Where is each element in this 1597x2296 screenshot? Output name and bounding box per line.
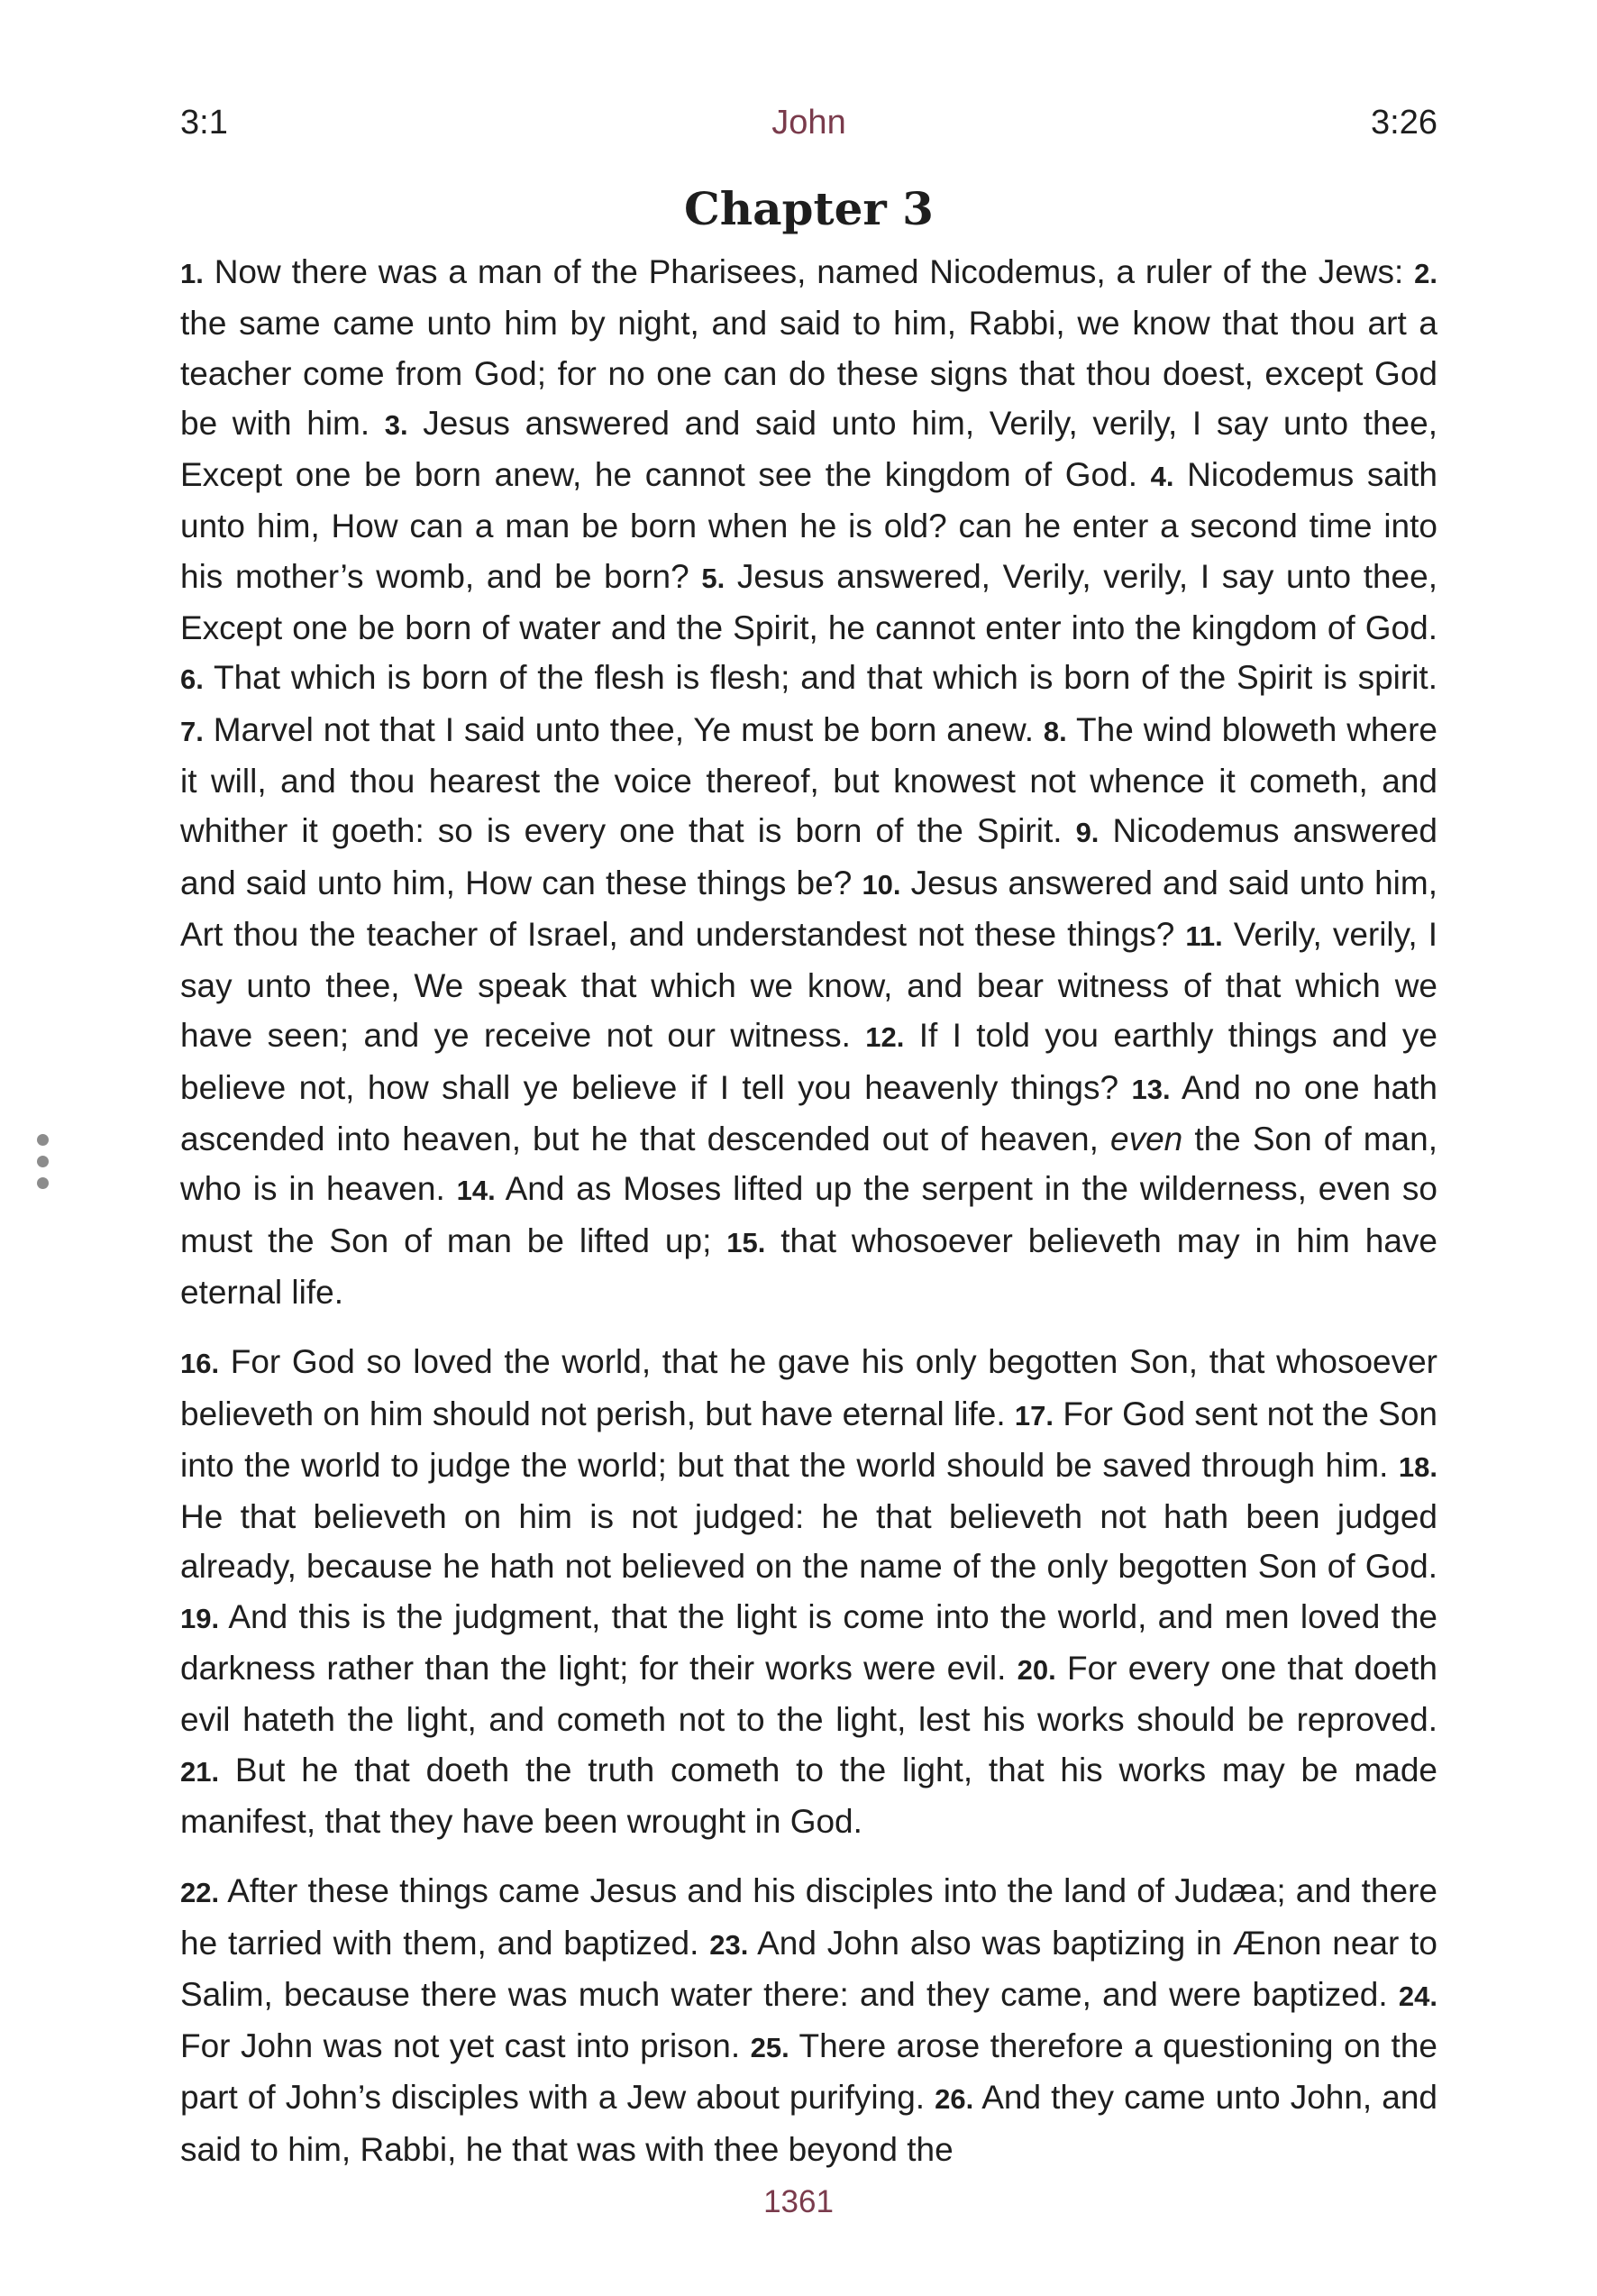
- verse-text: For every one that doeth evil hateth the light, and cometh not to the light, lest his works should be reproved.: [180, 1650, 1437, 1739]
- verse-text: For John was not yet cast into prison.: [180, 2027, 751, 2065]
- verse-text: Jesus answered and said unto him, Art thou the teacher of Israel, and understandest not these things?: [180, 864, 1437, 953]
- verse-number: 20.: [1017, 1654, 1056, 1687]
- verse-text: But he that doeth the truth cometh to the light, that his works may be made manifest, that they have been wrought in God.: [180, 1751, 1437, 1840]
- verse-number: 15.: [726, 1226, 766, 1258]
- verse-number: 14.: [456, 1175, 496, 1207]
- verse-number: 4.: [1150, 461, 1174, 493]
- verse-number: 2.: [1414, 258, 1437, 289]
- header-end-reference: 3:26: [1371, 104, 1437, 142]
- verse-text: He that believeth on him is not judged: he that believeth not hath been judged already, because he hath not believed on the name of the only begotten Son of God.: [180, 1498, 1437, 1586]
- handle-dot: [37, 1156, 49, 1167]
- verse-number: 9.: [1075, 817, 1100, 849]
- verse-text: That which is born of the flesh is flesh; and that which is born of the Spirit is spirit.: [203, 659, 1437, 697]
- verse-text: And John also was baptizing in Ænon near to Salim, because there was much water there: and they came, and were baptized.: [180, 1924, 1437, 2013]
- handle-dot: [37, 1177, 49, 1189]
- verse-number: 19.: [180, 1602, 220, 1634]
- paragraph: [180, 1866, 1437, 2174]
- verse-number: 25.: [750, 2032, 789, 2064]
- verse-text: Now there was a man of the Pharisees, named Nicodemus, a ruler of the Jews:: [203, 253, 1415, 290]
- verse-text: Verily, verily, I say unto thee, We speak that which we know, and bear witness of that which we have seen; and ye receive not our witness.: [180, 915, 1437, 1055]
- paragraph: [180, 247, 1437, 1317]
- verse-text: Marvel not that I said unto thee, Ye must be born anew.: [203, 710, 1044, 748]
- verse-text: And this is the judgment, that the light is come into the world, and men loved the darkness rather than the light; for their works were evil.: [180, 1597, 1437, 1688]
- verse-text: Nicodemus answered and said unto him, How can these things be?: [180, 812, 1438, 901]
- verse-number: 23.: [709, 1928, 749, 1961]
- verse-text: There arose therefore a questioning on the part of John’s disciples with a Jew about purifying.: [180, 2027, 1437, 2117]
- verse-number: 21.: [180, 1755, 220, 1788]
- verse-text: The wind bloweth where it will, and thou hearest the voice thereof, but knowest not whence it cometh, and whither it goeth: so is every one that is born of the Spirit.: [180, 710, 1437, 850]
- verse-text: For God so loved the world, that he gave his only begotten Son, that whosoever believeth on him should not perish, but have eternal life.: [180, 1343, 1437, 1432]
- handle-dot: [37, 1134, 49, 1146]
- verse-text: For God sent not the Son into the world to judge the world; but that the world should be saved through him.: [180, 1395, 1437, 1484]
- verse-text: And no one hath ascended into heaven, but he that descended out of heaven,: [180, 1068, 1437, 1158]
- verse-number: 26.: [935, 2083, 974, 2116]
- verse-number: 5.: [701, 562, 725, 594]
- verse-text: Nicodemus saith unto him, How can a man be born when he is old? can he enter a second time into his mother’s womb, and be born?: [180, 456, 1437, 595]
- verse-number: 10.: [862, 868, 901, 901]
- page-header: [180, 97, 1437, 148]
- header-start-reference: 3:1: [180, 104, 228, 142]
- vertical-ellipsis-icon[interactable]: [37, 1134, 50, 1190]
- chapter-title: Chapter 3: [684, 182, 934, 235]
- verse-text: the Son of man, who is in heaven.: [180, 1121, 1437, 1208]
- verse-text: that whosoever believeth may in him have eternal life.: [180, 1221, 1438, 1311]
- verse-number: 12.: [865, 1021, 905, 1054]
- verse-text: Jesus answered, Verily, verily, I say unto thee, Except one be born of water and the Spirit, he cannot enter into the kingdom of God.: [180, 557, 1437, 647]
- verse-emphasis: even: [1110, 1121, 1183, 1158]
- verse-number: 16.: [180, 1348, 220, 1380]
- verse-number: 17.: [1014, 1399, 1054, 1432]
- verse-text: If I told you earthly things and ye believe not, how shall ye believe if I tell you heavenly things?: [180, 1017, 1437, 1106]
- verse-number: 22.: [180, 1877, 220, 1909]
- verse-number: 3.: [384, 408, 408, 441]
- paragraph: [180, 1337, 1437, 1846]
- verse-number: 7.: [180, 715, 204, 747]
- verse-text: And they came unto John, and said to him, Rabbi, he that was with thee beyond the: [180, 2079, 1437, 2168]
- header-book-title: John: [771, 104, 846, 142]
- verse-number: 11.: [1185, 919, 1223, 952]
- verse-number: 6.: [180, 663, 204, 696]
- verse-number: 8.: [1043, 715, 1067, 747]
- verse-text: Jesus answered and said unto him, Verily, verily, I say unto thee, Except one be born anew, he cannot see the kingdom of God.: [180, 404, 1437, 494]
- verse-text: After these things came Jesus and his disciples into the land of Judæa; and there he tarried with them, and baptized.: [180, 1872, 1437, 1962]
- verse-text: And as Moses lifted up the serpent in the wilderness, even so must the Son of man be lifted up;: [180, 1170, 1438, 1259]
- chapter-text: [180, 247, 1437, 2194]
- verse-text: the same came unto him by night, and said to him, Rabbi, we know that thou art a teacher come from God; for no one can do these signs that thou doest, except God be with him.: [180, 305, 1437, 442]
- verse-number: 1.: [180, 258, 204, 289]
- verse-number: 13.: [1131, 1073, 1171, 1105]
- page-number: 1361: [763, 2184, 834, 2219]
- verse-number: 24.: [1398, 1980, 1437, 2012]
- verse-number: 18.: [1398, 1450, 1437, 1483]
